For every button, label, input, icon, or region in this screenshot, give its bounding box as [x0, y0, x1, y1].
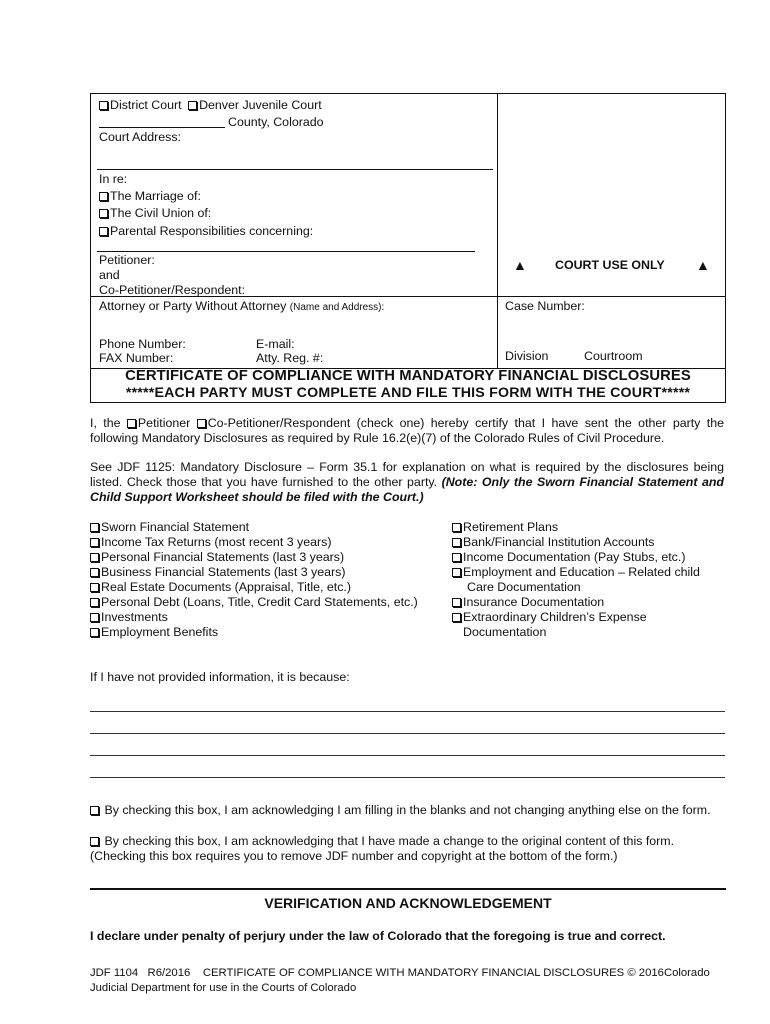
fax-label: FAX Number: — [99, 351, 174, 365]
division-label: Division — [505, 349, 549, 363]
disclosure-list-left — [90, 520, 418, 640]
caption-inner-line-2 — [97, 251, 475, 252]
county-blank-line — [99, 127, 225, 128]
court-use-right-arrow-icon: ▲ — [696, 257, 710, 273]
attorney-label-text: Attorney or Party Without Attorney — [99, 299, 287, 313]
list-item — [90, 550, 418, 565]
list-item-label: Sworn Financial Statement — [101, 520, 250, 534]
certify-paragraph — [90, 416, 724, 446]
caption-inner-line-1 — [97, 169, 493, 170]
respondent-label: Co-Petitioner/Respondent: — [99, 283, 246, 297]
ack-fill-blanks-label: By checking this box, I am acknowledging I am filling in the blanks and not changing anything else on the form. — [104, 803, 711, 817]
ack-fill-blanks — [90, 803, 711, 817]
income-tax-checkbox[interactable] — [90, 538, 99, 547]
certify-intro: I, the — [90, 416, 127, 430]
list-item-label: Insurance Documentation — [463, 595, 605, 609]
list-item-label: Documentation — [463, 625, 547, 639]
district-court-checkbox[interactable] — [99, 101, 108, 110]
verification-declaration: I declare under penalty of perjury under the law of Colorado that the foregoing is true and correct. — [90, 929, 666, 943]
list-item — [452, 610, 700, 625]
see-jdf-paragraph — [90, 460, 724, 505]
petitioner-label: Petitioner: — [99, 253, 155, 267]
attorney-label — [99, 299, 384, 313]
parental-responsibilities-checkbox[interactable] — [99, 227, 108, 236]
court-use-only-label: COURT USE ONLY — [555, 258, 665, 272]
employment-benefits-checkbox[interactable] — [90, 628, 99, 637]
list-item-label: Employment Benefits — [101, 625, 219, 639]
and-label: and — [99, 268, 120, 282]
extraordinary-expense-checkbox[interactable] — [452, 613, 461, 622]
verification-heading: VERIFICATION AND ACKNOWLEDGEMENT — [264, 895, 552, 911]
personal-debt-checkbox[interactable] — [90, 598, 99, 607]
phone-label: Phone Number: — [99, 337, 186, 351]
employment-education-checkbox[interactable] — [452, 568, 461, 577]
footer-line-1: JDF 1104 R6/2016 CERTIFICATE OF COMPLIANCE WITH MANDATORY FINANCIAL DISCLOSURES © 2016Colorado — [90, 967, 710, 979]
income-documentation-checkbox[interactable] — [452, 553, 461, 562]
ack-changed-label: By checking this box, I am acknowledging that I have made a change to the original content of this form. — [104, 834, 675, 848]
bank-accounts-checkbox[interactable] — [452, 538, 461, 547]
list-item — [90, 625, 418, 640]
ack-fill-blanks-checkbox[interactable] — [90, 806, 99, 815]
insurance-documentation-checkbox[interactable] — [452, 598, 461, 607]
list-item — [90, 595, 418, 610]
list-item-label: Extraordinary Children’s Expense — [463, 610, 647, 624]
civil-union-checkbox[interactable] — [99, 209, 108, 218]
list-item-label: Real Estate Documents (Appraisal, Title, etc.) — [101, 580, 351, 594]
reason-line-3[interactable] — [90, 755, 725, 756]
list-item-label: Care Documentation — [467, 580, 581, 594]
marriage-label: The Marriage of: — [110, 189, 201, 203]
business-financial-checkbox[interactable] — [90, 568, 99, 577]
list-item-label: Employment and Education – Related child — [463, 565, 700, 579]
atty-reg-label: Atty. Reg. #: — [256, 351, 324, 365]
list-item-label: Retirement Plans — [463, 520, 559, 534]
list-item-continuation — [452, 625, 700, 640]
investments-checkbox[interactable] — [90, 613, 99, 622]
reason-line-4[interactable] — [90, 777, 725, 778]
attorney-note: (Name and Address): — [289, 302, 385, 313]
ack-changed-note: (Checking this box requires you to remove JDF number and copyright at the bottom of the form.) — [90, 849, 618, 863]
caption-left-border — [90, 93, 91, 369]
disclosure-list-right — [452, 520, 700, 640]
case-type-civil-union — [99, 206, 211, 220]
petitioner-option: Petitioner — [137, 416, 197, 430]
list-item — [452, 595, 700, 610]
list-item — [452, 520, 700, 535]
see-jdf-text: See JDF 1125: Mandatory Disclosure – Form 35.1 for explanation on what is required by the disclosures being listed. Check those that you have furnished to the other party. — [90, 460, 724, 489]
list-item — [452, 565, 700, 580]
marriage-checkbox[interactable] — [99, 192, 108, 201]
petitioner-checkbox[interactable] — [127, 419, 136, 428]
page-subtitle: *****EACH PARTY MUST COMPLETE AND FILE THIS FORM WITH THE COURT***** — [125, 385, 691, 401]
co-petitioner-checkbox[interactable] — [197, 419, 206, 428]
denver-juvenile-court-checkbox[interactable] — [188, 101, 197, 110]
real-estate-checkbox[interactable] — [90, 583, 99, 592]
list-item-label: Investments — [101, 610, 168, 624]
list-item — [90, 610, 418, 625]
retirement-plans-checkbox[interactable] — [452, 523, 461, 532]
page-title: CERTIFICATE OF COMPLIANCE WITH MANDATORY FINANCIAL DISCLOSURES — [125, 368, 691, 384]
list-item — [90, 535, 418, 550]
list-item — [90, 520, 418, 535]
civil-union-label: The Civil Union of: — [110, 206, 212, 220]
court-use-left-arrow-icon: ▲ — [513, 257, 527, 273]
verification-divider — [90, 888, 726, 890]
list-item — [90, 580, 418, 595]
list-item-continuation — [452, 580, 700, 595]
court-address-label: Court Address: — [99, 130, 181, 144]
ack-changed-checkbox[interactable] — [90, 837, 99, 846]
caption-right-border — [725, 93, 726, 369]
reason-label: If I have not provided information, it is because: — [90, 670, 350, 684]
list-item-label: Income Tax Returns (most recent 3 years) — [101, 535, 332, 549]
reason-line-1[interactable] — [90, 711, 725, 712]
in-re-label: In re: — [99, 172, 128, 186]
certify-text: Co-Petitioner/Respondent (check one) hereby certify that I have sent the other party the following Mandatory Disclosures as required by Rule 16.2(e)(7) of the Colorado Rules of Civil Procedure. — [90, 416, 724, 445]
court-options — [99, 98, 322, 112]
personal-financial-checkbox[interactable] — [90, 553, 99, 562]
parental-responsibilities-label: Parental Responsibilities concerning: — [110, 224, 314, 238]
list-item-label: Personal Debt (Loans, Title, Credit Card Statements, etc.) — [101, 595, 418, 609]
case-type-marriage — [99, 189, 201, 203]
title-box — [90, 368, 726, 403]
email-label: E-mail: — [256, 337, 295, 351]
list-item-label: Business Financial Statements (last 3 years) — [101, 565, 346, 579]
case-number-label: Case Number: — [505, 299, 585, 313]
footer-line-2: Judicial Department for use in the Courts of Colorado — [90, 982, 357, 994]
caption-top-border — [90, 93, 726, 94]
sworn-financial-checkbox[interactable] — [90, 523, 99, 532]
list-item-label: Income Documentation (Pay Stubs, etc.) — [463, 550, 686, 564]
ack-changed-content — [90, 834, 674, 864]
list-item-label: Personal Financial Statements (last 3 years) — [101, 550, 345, 564]
reason-line-2[interactable] — [90, 733, 725, 734]
list-item — [452, 535, 700, 550]
list-item-label: Bank/Financial Institution Accounts — [463, 535, 655, 549]
district-court-label: District Court — [110, 98, 182, 112]
denver-juvenile-court-label: Denver Juvenile Court — [199, 98, 322, 112]
courtroom-label: Courtroom — [584, 349, 643, 363]
case-type-parental — [99, 224, 313, 238]
list-item — [90, 565, 418, 580]
list-item — [452, 550, 700, 565]
caption-center-divider — [497, 93, 498, 369]
county-label: County, Colorado — [228, 115, 324, 129]
filing-note: (Note: Only the Sworn Financial Statement and Child Support Worksheet should be filed with the Court.) — [90, 475, 724, 504]
footer — [90, 966, 710, 996]
